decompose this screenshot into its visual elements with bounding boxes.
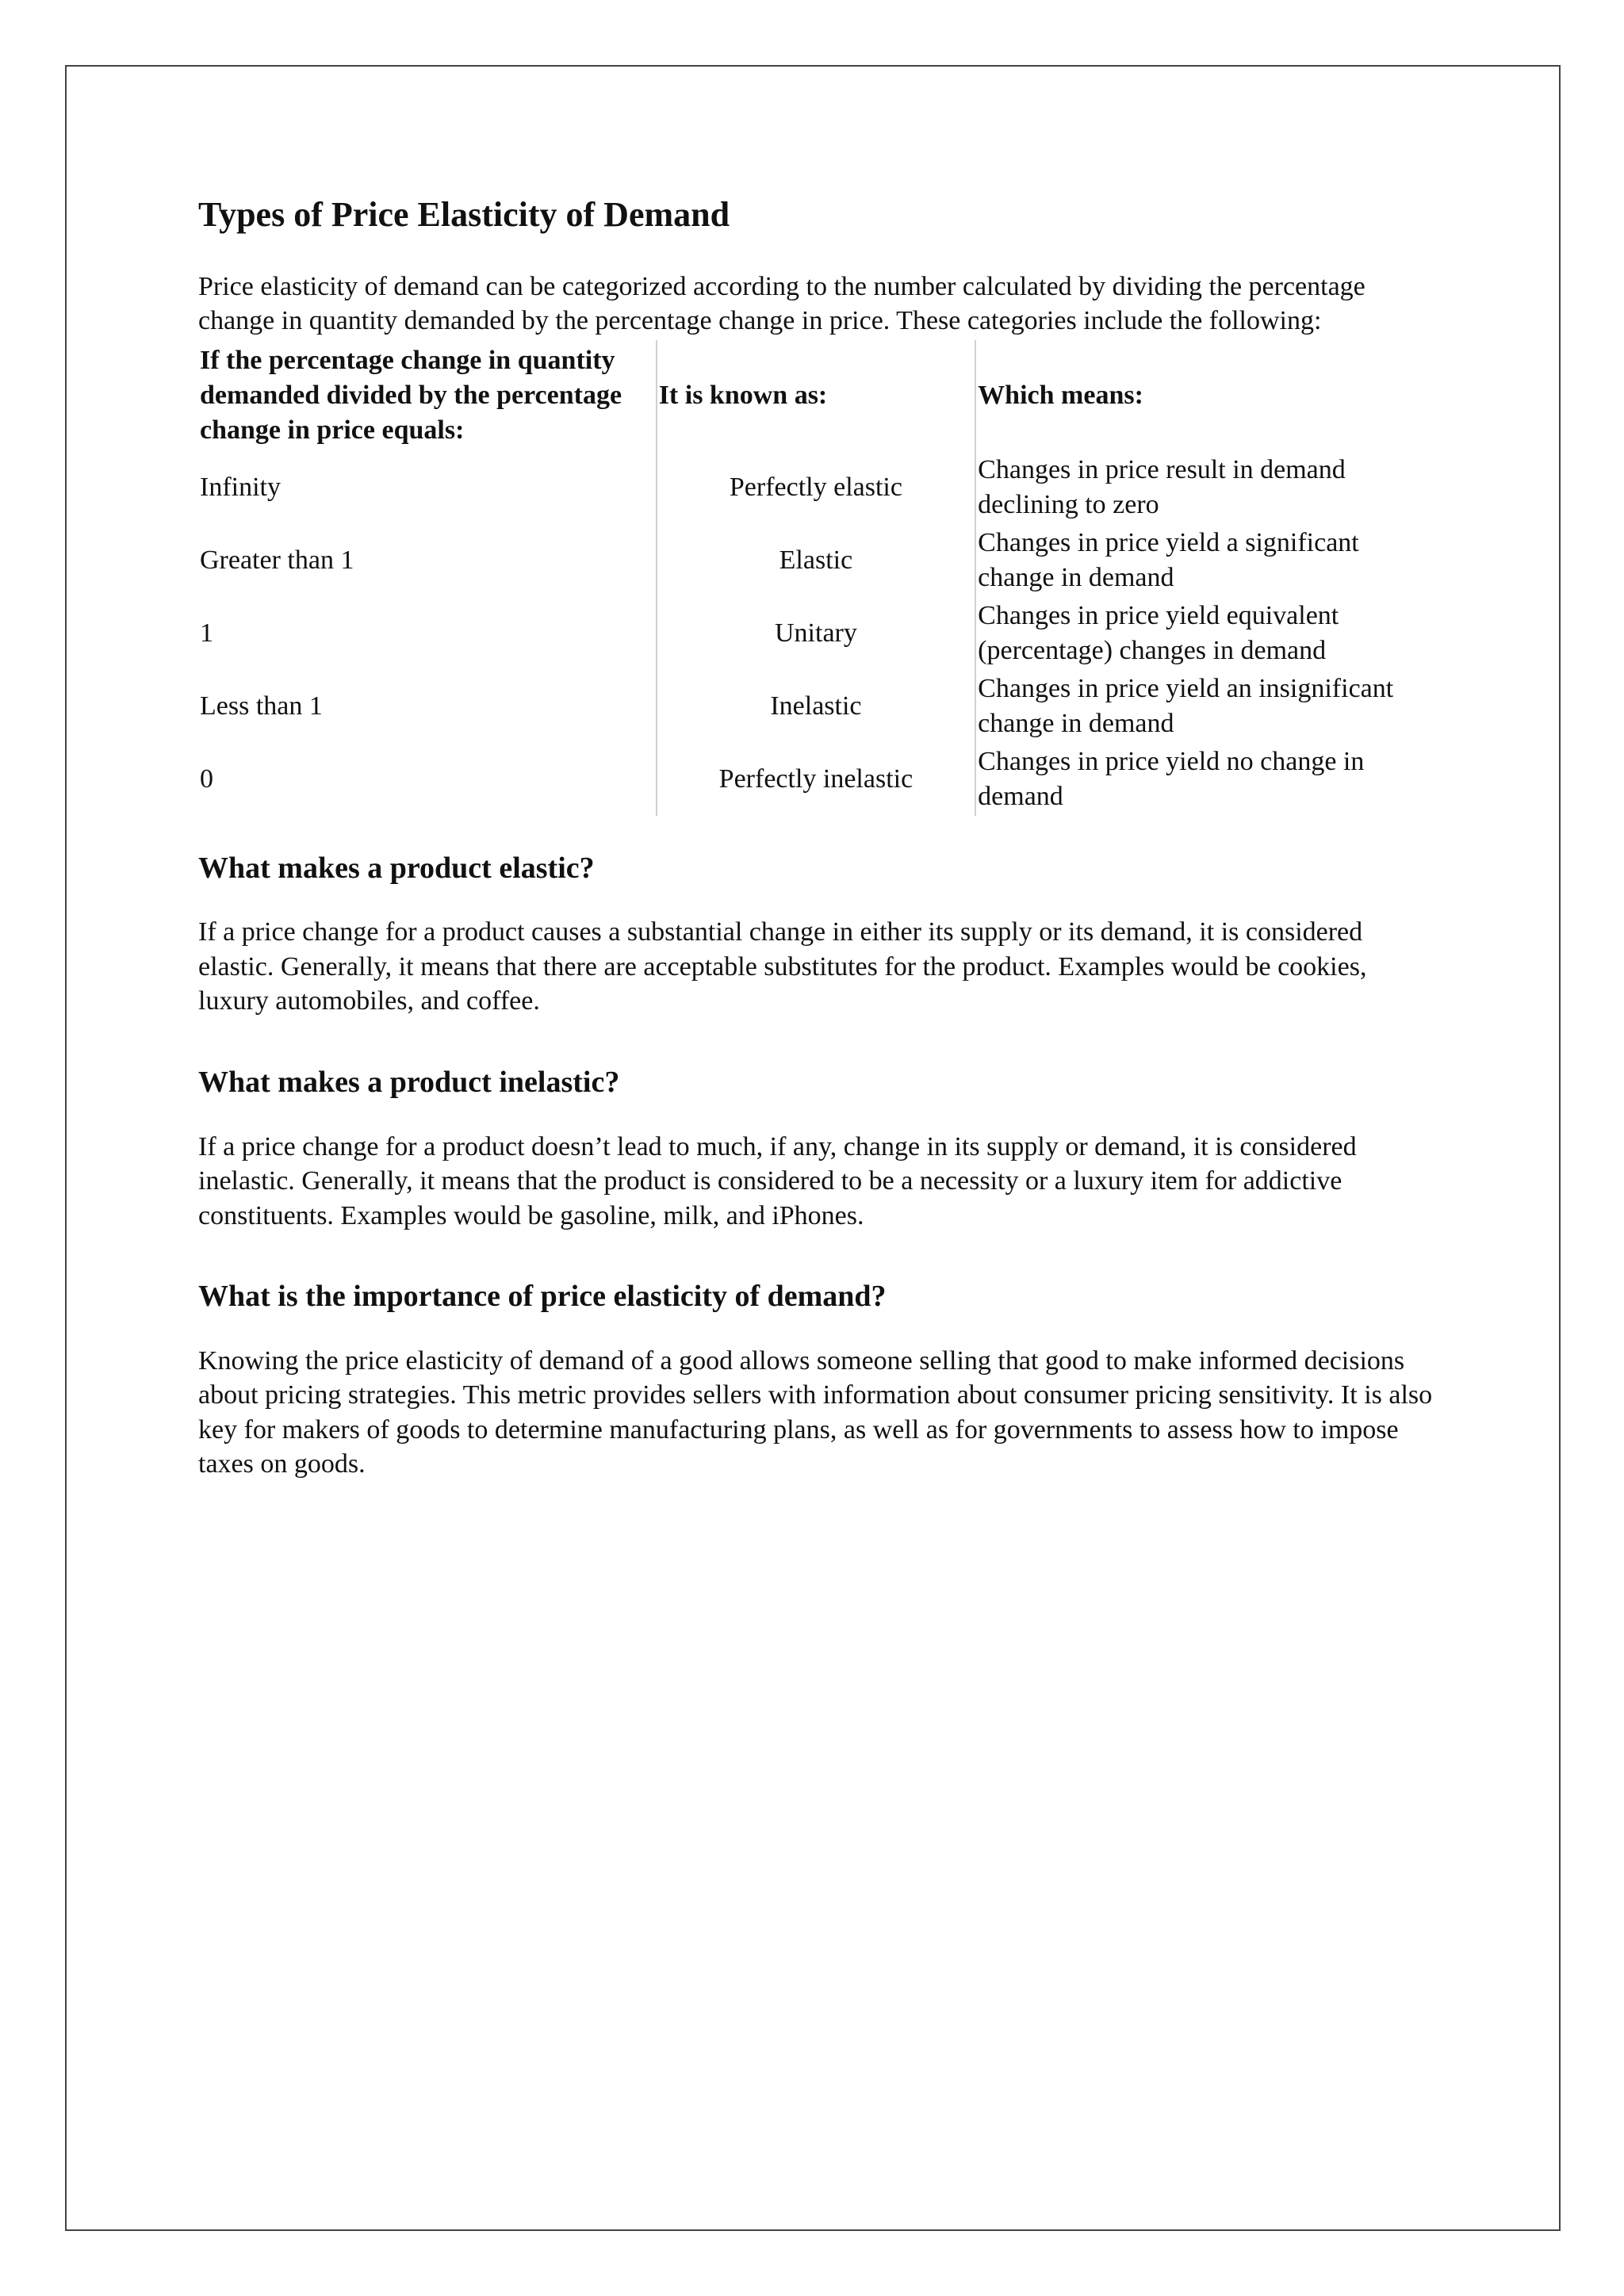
elasticity-table [198, 340, 1435, 816]
cell-means: Changes in price yield an insignificant change in demand [975, 670, 1435, 743]
table-header-row [198, 340, 1435, 451]
cell-means: Changes in price yield no change in demand [975, 743, 1435, 816]
section-importance [198, 1279, 1435, 1482]
cell-known-as: Elastic [657, 524, 975, 597]
cell-known-as: Perfectly elastic [657, 451, 975, 524]
cell-means: Changes in price yield equivalent (percentage) changes in demand [975, 597, 1435, 670]
section-elastic [198, 851, 1435, 1019]
cell-known-as: Inelastic [657, 670, 975, 743]
cell-ratio: Greater than 1 [200, 545, 354, 575]
cell-known-as: Perfectly inelastic [657, 743, 975, 816]
header-ratio: If the percentage change in quantity demanded divided by the percentage change in price equals: [200, 345, 622, 445]
table-row [198, 743, 1435, 816]
table-row [198, 597, 1435, 670]
section-heading: What makes a product elastic? [198, 851, 595, 885]
section-body: Knowing the price elasticity of demand of a good allows someone selling that good to make informed decisions about pricing strategies. This metric provides sellers with information about consumer pricing sensitivity. It is also key for makers of goods to determine manufacturing plans, as well as for governments to assess how to impose taxes on goods. [198, 1345, 1433, 1479]
header-means: Which means: [975, 340, 1435, 451]
table-row [198, 524, 1435, 597]
intro-paragraph: Price elasticity of demand can be categorized according to the number calculated by dividing the percentage change in quantity demanded by the percentage change in price. These categories include the following: [198, 271, 1365, 336]
section-inelastic [198, 1065, 1435, 1233]
table-row [198, 670, 1435, 743]
cell-ratio: Infinity [200, 472, 281, 502]
cell-ratio: Less than 1 [200, 691, 323, 721]
cell-means: Changes in price result in demand declining to zero [975, 451, 1435, 524]
header-known-as: It is known as: [657, 340, 975, 451]
cell-ratio: 0 [200, 763, 213, 794]
table-row [198, 451, 1435, 524]
section-heading: What makes a product inelastic? [198, 1065, 620, 1099]
cell-means: Changes in price yield a significant change in demand [975, 524, 1435, 597]
section-heading: What is the importance of price elasticity of demand? [198, 1280, 887, 1314]
cell-ratio: 1 [200, 618, 213, 648]
page-title: Types of Price Elasticity of Demand [198, 195, 730, 234]
section-body: If a price change for a product doesn’t lead to much, if any, change in its supply or demand, it is considered inelastic. Generally, it means that the product is considered to be a necessity or a luxury item for addictive constituents. Examples would be gasoline, milk, and iPhones. [198, 1131, 1357, 1230]
section-body: If a price change for a product causes a substantial change in either its supply or its demand, it is considered elastic. Generally, it means that there are acceptable substitutes for the product. Examples would be cookies, luxury automobiles, and coffee. [198, 917, 1367, 1016]
document-body [198, 194, 1435, 1528]
cell-known-as: Unitary [657, 597, 975, 670]
